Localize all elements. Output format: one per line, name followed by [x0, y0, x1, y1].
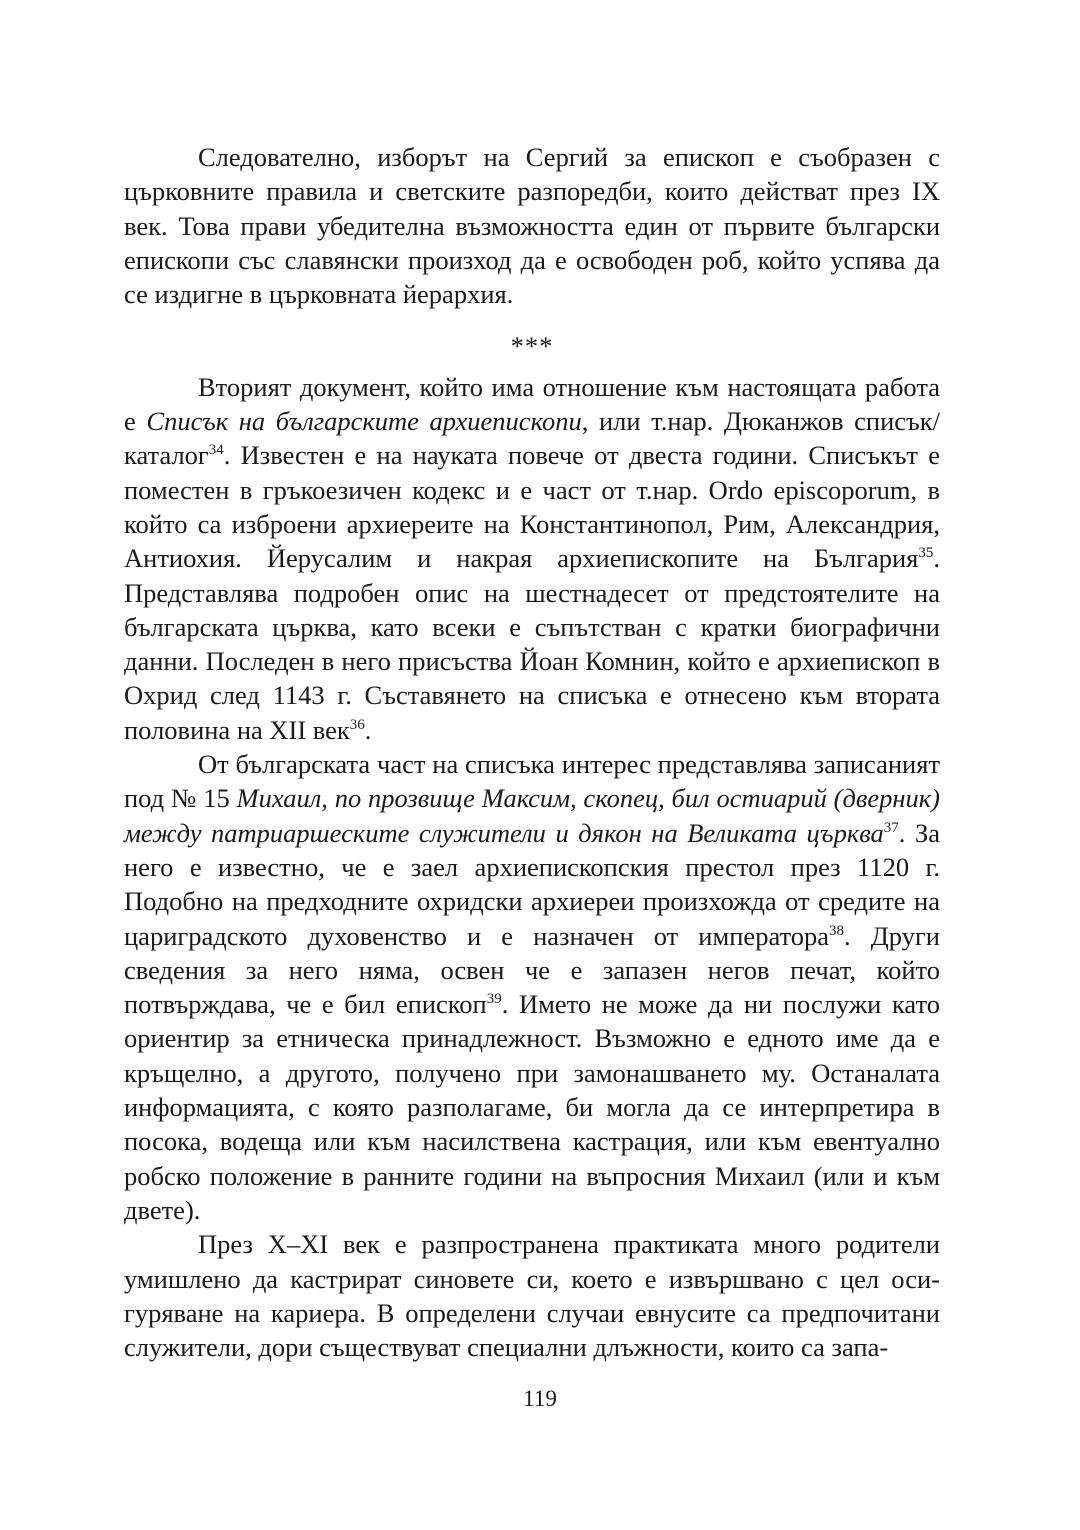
document-title: Списък на българските архиепископи — [146, 406, 582, 437]
page-number: 119 — [523, 1386, 557, 1411]
paragraph-2-text-c: . Известен е на науката повече от двеста години. Списъкът е поместен в гръкоезичен кодекс и е част от т.нар. Ordo episcoporum, в който са изброени архиереите на Константинопол, Рим, Александрия, Антиохия. Йерусалим и накрая архиепископите на България — [124, 440, 940, 574]
paragraph-3-text-a: От българската част на списъка интерес представлява записаният под № 15 — [124, 749, 940, 814]
section-separator: *** — [510, 331, 554, 362]
paragraph-3-text-c: . Други сведения за него няма, освен че е запазен негов печат, който потвърждава, че е бил епископ — [124, 920, 940, 1020]
footnote-ref-36[interactable]: 36 — [349, 716, 365, 733]
quoted-entry: Михаил, по прозвище Максим, скопец, бил остиарий (дверник) между патриаршеските служители и дякон на Великата църква — [124, 783, 941, 848]
paragraph-1: Следователно, изборът на Сергий за епископ е съобразен с църковните правила и светските разпоредби, които действат през IX век. Това прави убедителна възможността един от първите български епископи със славянски произход да е освободен роб, който успява да се издигне в църковната йерархия. — [124, 142, 940, 310]
footnote-ref-37[interactable]: 37 — [883, 819, 899, 836]
footnote-ref-39[interactable]: 39 — [486, 991, 502, 1008]
paragraph-2-text-d: . Представлява подробен опис на шестнадесет от предстоятелите на българската църква, като всеки е съпътстван с кратки биографични данни. Последен в него присъства Йоан Комнин, който е архиепископ в Охрид след 1143 г. Съставянето на списъка е отнесено към втората половина на XII век — [124, 543, 940, 745]
paragraph-3 — [124, 747, 940, 1227]
paragraph-2-text-a: Вторият документ, който има отношение към настоящата работа е — [124, 371, 940, 437]
paragraph-2 — [124, 370, 940, 747]
paragraph-2-text-e: . — [364, 714, 372, 745]
paragraph-3-text-b: . За него е известно, че е заел архиепископския престол през 1120 г. Подобно на предходните охридски архиереи произхожда от средите на цариградското духовенство и е назначен от императора — [124, 817, 940, 951]
page-body — [124, 140, 940, 1364]
footnote-ref-35[interactable]: 35 — [918, 545, 934, 562]
footnote-ref-38[interactable]: 38 — [829, 922, 845, 939]
paragraph-3-text-d: . Името не може да ни послужи като ориентир за етническа принадлежност. Възможно е едното име да е кръщелно, а другото, получено при замонашването му. Останалата информацията, с която разполагаме, би могла да се интерпретира в посока, водеща или към насилствена кастрация, или към евентуално робско положение в ранните години на въпросния Михаил (или и към двете). — [124, 989, 940, 1225]
footnote-ref-34[interactable]: 34 — [208, 442, 224, 459]
paragraph-2-text-b: , или т.нар. Дюканжов списък/каталог — [124, 406, 941, 471]
paragraph-4: През X–XI век е разпространена практиката много родители умишлено да кастрират синовете си, което е извършвано с цел осигуряване на кариера. В определени случаи евнусите са предпочитани служители, дори съществуват специални длъжности, които са запа- — [124, 1229, 940, 1363]
